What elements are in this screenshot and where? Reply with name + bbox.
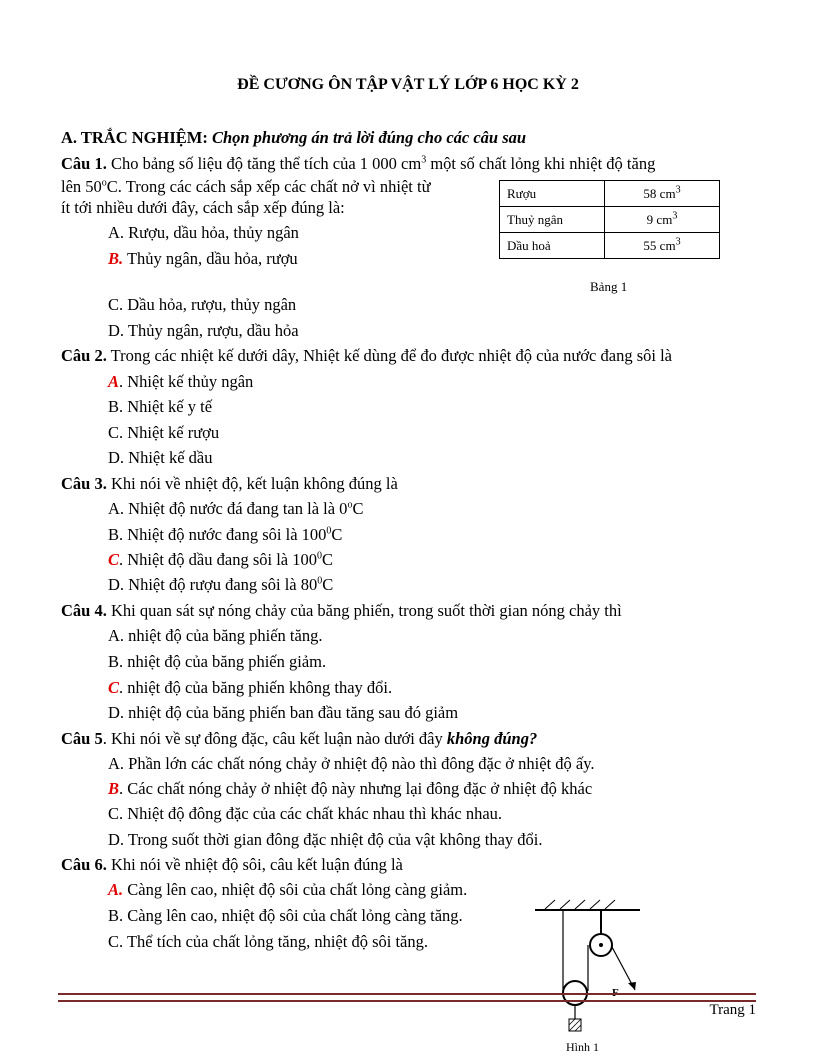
- pulley-figure: [525, 895, 645, 1045]
- force-arrow: [628, 982, 636, 990]
- option-text: C: [352, 499, 364, 518]
- option-text: . Nhiệt độ dầu đang sôi là 100: [119, 550, 317, 569]
- superscript: 3: [675, 236, 681, 248]
- question-1-line3: ít tới nhiều dưới đây, cách sắp xếp đúng là:: [61, 198, 345, 217]
- question-1: [61, 154, 655, 174]
- question-6: [61, 855, 403, 875]
- ceiling-hatch: [545, 900, 615, 909]
- option-b: [108, 779, 592, 799]
- option-d: D. Trong suốt thời gian đông đặc nhiệt độ của vật không thay đổi.: [108, 830, 543, 849]
- option-text: A. Nhiệt độ nước đá đang tan là là 0: [108, 499, 348, 518]
- superscript: o: [101, 177, 107, 189]
- option-text: B. Nhiệt độ nước đang sôi là 100: [108, 525, 327, 544]
- table-row: [500, 233, 720, 259]
- option-text: . nhiệt độ của băng phiến không thay đổi.: [119, 678, 393, 697]
- section-heading: [61, 128, 526, 148]
- table-cell-name: Thuỷ ngân: [500, 207, 605, 233]
- option-a: [108, 499, 363, 519]
- option-a: A. nhiệt độ của băng phiến tăng.: [108, 626, 323, 645]
- option-a: [108, 372, 253, 392]
- question-4: [61, 601, 622, 621]
- option-c: C. Nhiệt kế rượu: [108, 423, 220, 442]
- question-text: Trong các nhiệt kế dưới dây, Nhiệt kế dùng để đo được nhiệt độ của nước đang sôi là: [106, 346, 672, 365]
- page-number: Trang 1: [709, 1002, 756, 1018]
- question-1-line2: [61, 177, 431, 197]
- question-text: Khi nói về nhiệt độ sôi, câu kết luận đúng là: [106, 855, 403, 874]
- option-text: C: [321, 550, 333, 569]
- option-c: C. Dầu hỏa, rượu, thủy ngân: [108, 295, 297, 314]
- question-label: Câu 5: [61, 729, 103, 748]
- volume-table: [499, 180, 720, 259]
- table-cell-value: [605, 233, 720, 259]
- option-text: Càng lên cao, nhiệt độ sôi của chất lỏng càng giảm.: [123, 880, 468, 899]
- answer-letter: C: [108, 550, 120, 569]
- option-c: [108, 678, 392, 698]
- option-text: C: [322, 575, 334, 594]
- option-c: C. Nhiệt độ đông đặc của các chất khác nhau thì khác nhau.: [108, 804, 503, 823]
- pulley-center: [599, 943, 603, 947]
- answer-letter: B.: [108, 249, 124, 268]
- option-b: B. Nhiệt kế y tế: [108, 397, 213, 416]
- question-text: lên 50: [61, 177, 102, 196]
- question-text: . Khi nói về sự đông đặc, câu kết luận nào dưới đây: [102, 729, 447, 748]
- superscript: o: [347, 499, 353, 511]
- option-a: A. Rượu, dầu hỏa, thủy ngân: [108, 223, 299, 242]
- option-text: D. Nhiệt độ rượu đang sôi là 80: [108, 575, 318, 594]
- option-b: [108, 525, 342, 545]
- superscript: 0: [317, 575, 323, 587]
- value-text: 58 cm: [643, 185, 676, 201]
- table-cell-value: [605, 207, 720, 233]
- question-text: một số chất lỏng khi nhiệt độ tăng: [426, 154, 656, 173]
- option-text: . Các chất nóng chảy ở nhiệt độ này nhưng lại đông đặc ở nhiệt độ khác: [119, 779, 593, 798]
- question-2: [61, 346, 672, 366]
- question-text: C. Trong các cách sắp xếp các chất nở vì nhiệt từ: [106, 177, 431, 196]
- question-label: Câu 4.: [61, 601, 107, 620]
- superscript: 3: [672, 210, 678, 222]
- option-d: D. nhiệt độ của băng phiến ban đầu tăng sau đó giảm: [108, 703, 459, 722]
- question-label: Câu 2.: [61, 346, 107, 365]
- page-title: ĐỀ CƯƠNG ÔN TẬP VẬT LÝ LỚP 6 HỌC KỲ 2: [237, 76, 579, 93]
- question-3: [61, 474, 398, 494]
- answer-letter: A: [108, 372, 120, 391]
- table-caption: Bảng 1: [590, 279, 628, 294]
- table-row: [500, 207, 720, 233]
- force-label: F: [612, 987, 619, 999]
- option-text: Thủy ngân, dầu hỏa, rượu: [123, 249, 298, 268]
- option-c: [108, 550, 333, 570]
- figure-caption: Hình 1: [566, 1040, 599, 1054]
- option-b: B. Càng lên cao, nhiệt độ sôi của chất lỏng càng tăng.: [108, 906, 463, 925]
- section-label: A. TRẮC NGHIỆM:: [61, 128, 208, 147]
- question-5: [61, 729, 537, 749]
- answer-letter: B: [108, 779, 120, 798]
- option-b: [108, 249, 298, 269]
- option-b: B. nhiệt độ của băng phiến giảm.: [108, 652, 327, 671]
- option-text: . Nhiệt kế thủy ngân: [119, 372, 254, 391]
- table-cell-name: Rượu: [500, 181, 605, 207]
- option-d: D. Nhiệt kế dầu: [108, 448, 213, 467]
- answer-letter: A.: [108, 880, 124, 899]
- option-d: D. Thủy ngân, rượu, dầu hỏa: [108, 321, 299, 340]
- question-text: Khi nói về nhiệt độ, kết luận không đúng là: [106, 474, 398, 493]
- value-text: 9 cm: [646, 211, 673, 227]
- question-text: Khi quan sát sự nóng chảy của băng phiến, trong suốt thời gian nóng chảy thì: [106, 601, 622, 620]
- option-a: A. Phần lớn các chất nóng chảy ở nhiệt độ nào thì đông đặc ở nhiệt độ ấy.: [108, 754, 595, 773]
- table-cell-value: [605, 181, 720, 207]
- question-label: Câu 1.: [61, 154, 107, 173]
- option-d: [108, 575, 333, 595]
- superscript: 3: [675, 184, 681, 196]
- question-emphasis: không đúng?: [446, 729, 538, 748]
- value-text: 55 cm: [643, 237, 676, 253]
- table-cell-name: Dầu hoả: [500, 233, 605, 259]
- superscript: 0: [326, 525, 332, 537]
- section-instruction: Chọn phương án trả lời đúng cho các câu sau: [211, 128, 527, 147]
- question-label: Câu 3.: [61, 474, 107, 493]
- question-label: Câu 6.: [61, 855, 107, 874]
- superscript: 3: [421, 154, 427, 166]
- question-text: Cho bảng số liệu độ tăng thể tích của 1 000 cm: [110, 154, 422, 173]
- footer-divider: [58, 993, 756, 1002]
- answer-letter: C: [108, 678, 120, 697]
- option-a: [108, 880, 467, 900]
- table-row: [500, 181, 720, 207]
- option-text: C: [331, 525, 343, 544]
- superscript: 0: [316, 550, 322, 562]
- option-c: C. Thể tích của chất lỏng tăng, nhiệt độ sôi tăng.: [108, 932, 429, 951]
